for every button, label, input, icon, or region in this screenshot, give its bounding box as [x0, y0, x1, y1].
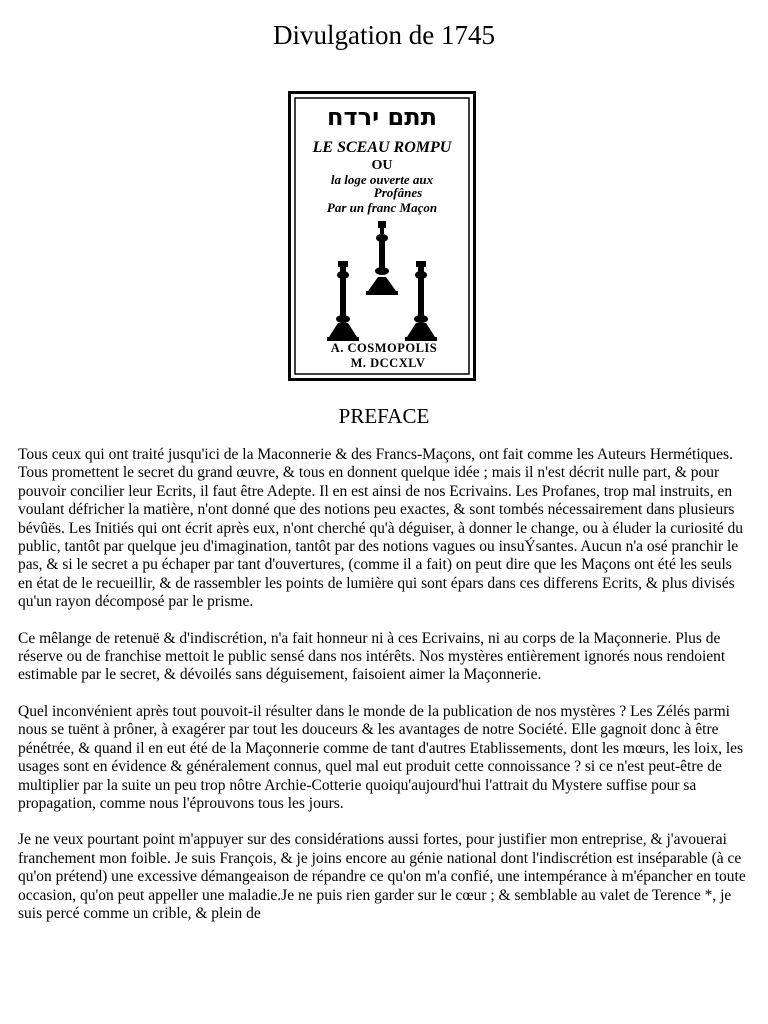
paragraph: Ce mêlange de retenuë & d'indiscrétion, n'a fait honneur ni à ces Ecrivains, ni au corps de la Maçonnerie. Plus de réserve ou de franchise mettoit le public sensé dans nos intérêts. Nos mystères entièrement ignorés nous rendoient estimable par le secret, & dévoilés sans déguisement, faisoient aimer la Maçonnerie.: [18, 629, 726, 684]
plate-imprint-city: A. COSMOPOLIS: [330, 341, 438, 355]
section-heading: PREFACE: [338, 404, 430, 428]
preface-body: [18, 446, 750, 941]
paragraph: Je ne veux pourtant point m'appuyer sur des considérations aussi fortes, pour justifier mon entreprise, & j'avouerai franchement mon foible. Je suis François, & je joins encore au génie national dont l'indiscrétion est inséparable (à ce qu'on prétend) une excessive démangeaison de répandre ce qu'on m'a confié, une intempérance à m'épancher en toute occasion, qu'on peut appeller une maladie.Je ne puis rien garder sur le cœur ; & semblable au valet de Terence *, je suis percé comme un crible, & plein de: [18, 831, 746, 922]
candlestick-center: [366, 221, 398, 295]
paragraph: Quel inconvénient après tout pouvoit-il résulter dans le monde de la publication de nos mystères ? Les Zélés parmi nous se tuënt à prôner, à exagérer par tout les douceurs & les avantages de notre Société. Elle gagnoit donc à être pénétrée, & quand il en eut été de la Maçonnerie comme de tant d'autres Etablissements, dont les mœurs, les loix, les usages sont en évidence & généralement connus, quel mal eut produit cette connoissance ? si ce n'est peut-être de multiplier par la suite un peu trop nôtre Archie-Cotterie quoiqu'aujourd'hui l'attrait du Mystere suffise pour sa propagation, comme nous l'éprouvons tous les jours.: [18, 702, 744, 812]
plate-title-line5: Par un franc Maçon: [326, 200, 438, 215]
document-title: Divulgation de 1745: [273, 20, 495, 50]
plate-hebrew: תתם ירדח: [327, 103, 437, 131]
plate-title-line2: OU: [371, 158, 393, 173]
plate-title-line1: LE SCEAU ROMPU: [312, 139, 452, 156]
candlestick-right: [405, 261, 437, 341]
plate-title-line4: Profânes: [373, 185, 423, 200]
paragraph: Tous ceux qui ont traité jusqu'ici de la Maconnerie & des Francs-Maçons, ont fait comme les Auteurs Hermétiques. Tous promettent le secret du grand œuvre, & tous en donnent quelque idée ; mais il n'est décrit nulle part, & pour pouvoir concilier leur Ecrits, il faut être Adepte. Il en est ainsi de nos Ecrivains. Les Profanes, trop mal instruits, en voulant défricher la matière, n'ont donné que des notions peu exactes, & sont tombés nécessairement dans plusieurs bévûës. Les Initiés qui ont écrit après eux, n'ont cherché qu'à déguiser, à donner le change, ou à éluder la curiosité du public, tantôt par quelque jeu d'imagination, tantôt par des notions vagues ou insuÝsantes. Aucun n'a osé pranchir le pas, & si le secret a pu échaper par tant d'ouvertures, (comme il a fait) on peut dire que les Maçons ont été les seuls en état de le recueillir, & de rassembler les points de lumière qui sont épars dans ces differens Ecrits, & plus divisés qu'un rayon décomposé par le prisme.: [18, 446, 744, 611]
title-page-engraving: [288, 91, 476, 381]
candlestick-left: [327, 261, 359, 341]
plate-title-line3: la loge ouverte aux: [330, 172, 434, 187]
plate-imprint-date: M. DCCXLV: [350, 356, 426, 370]
